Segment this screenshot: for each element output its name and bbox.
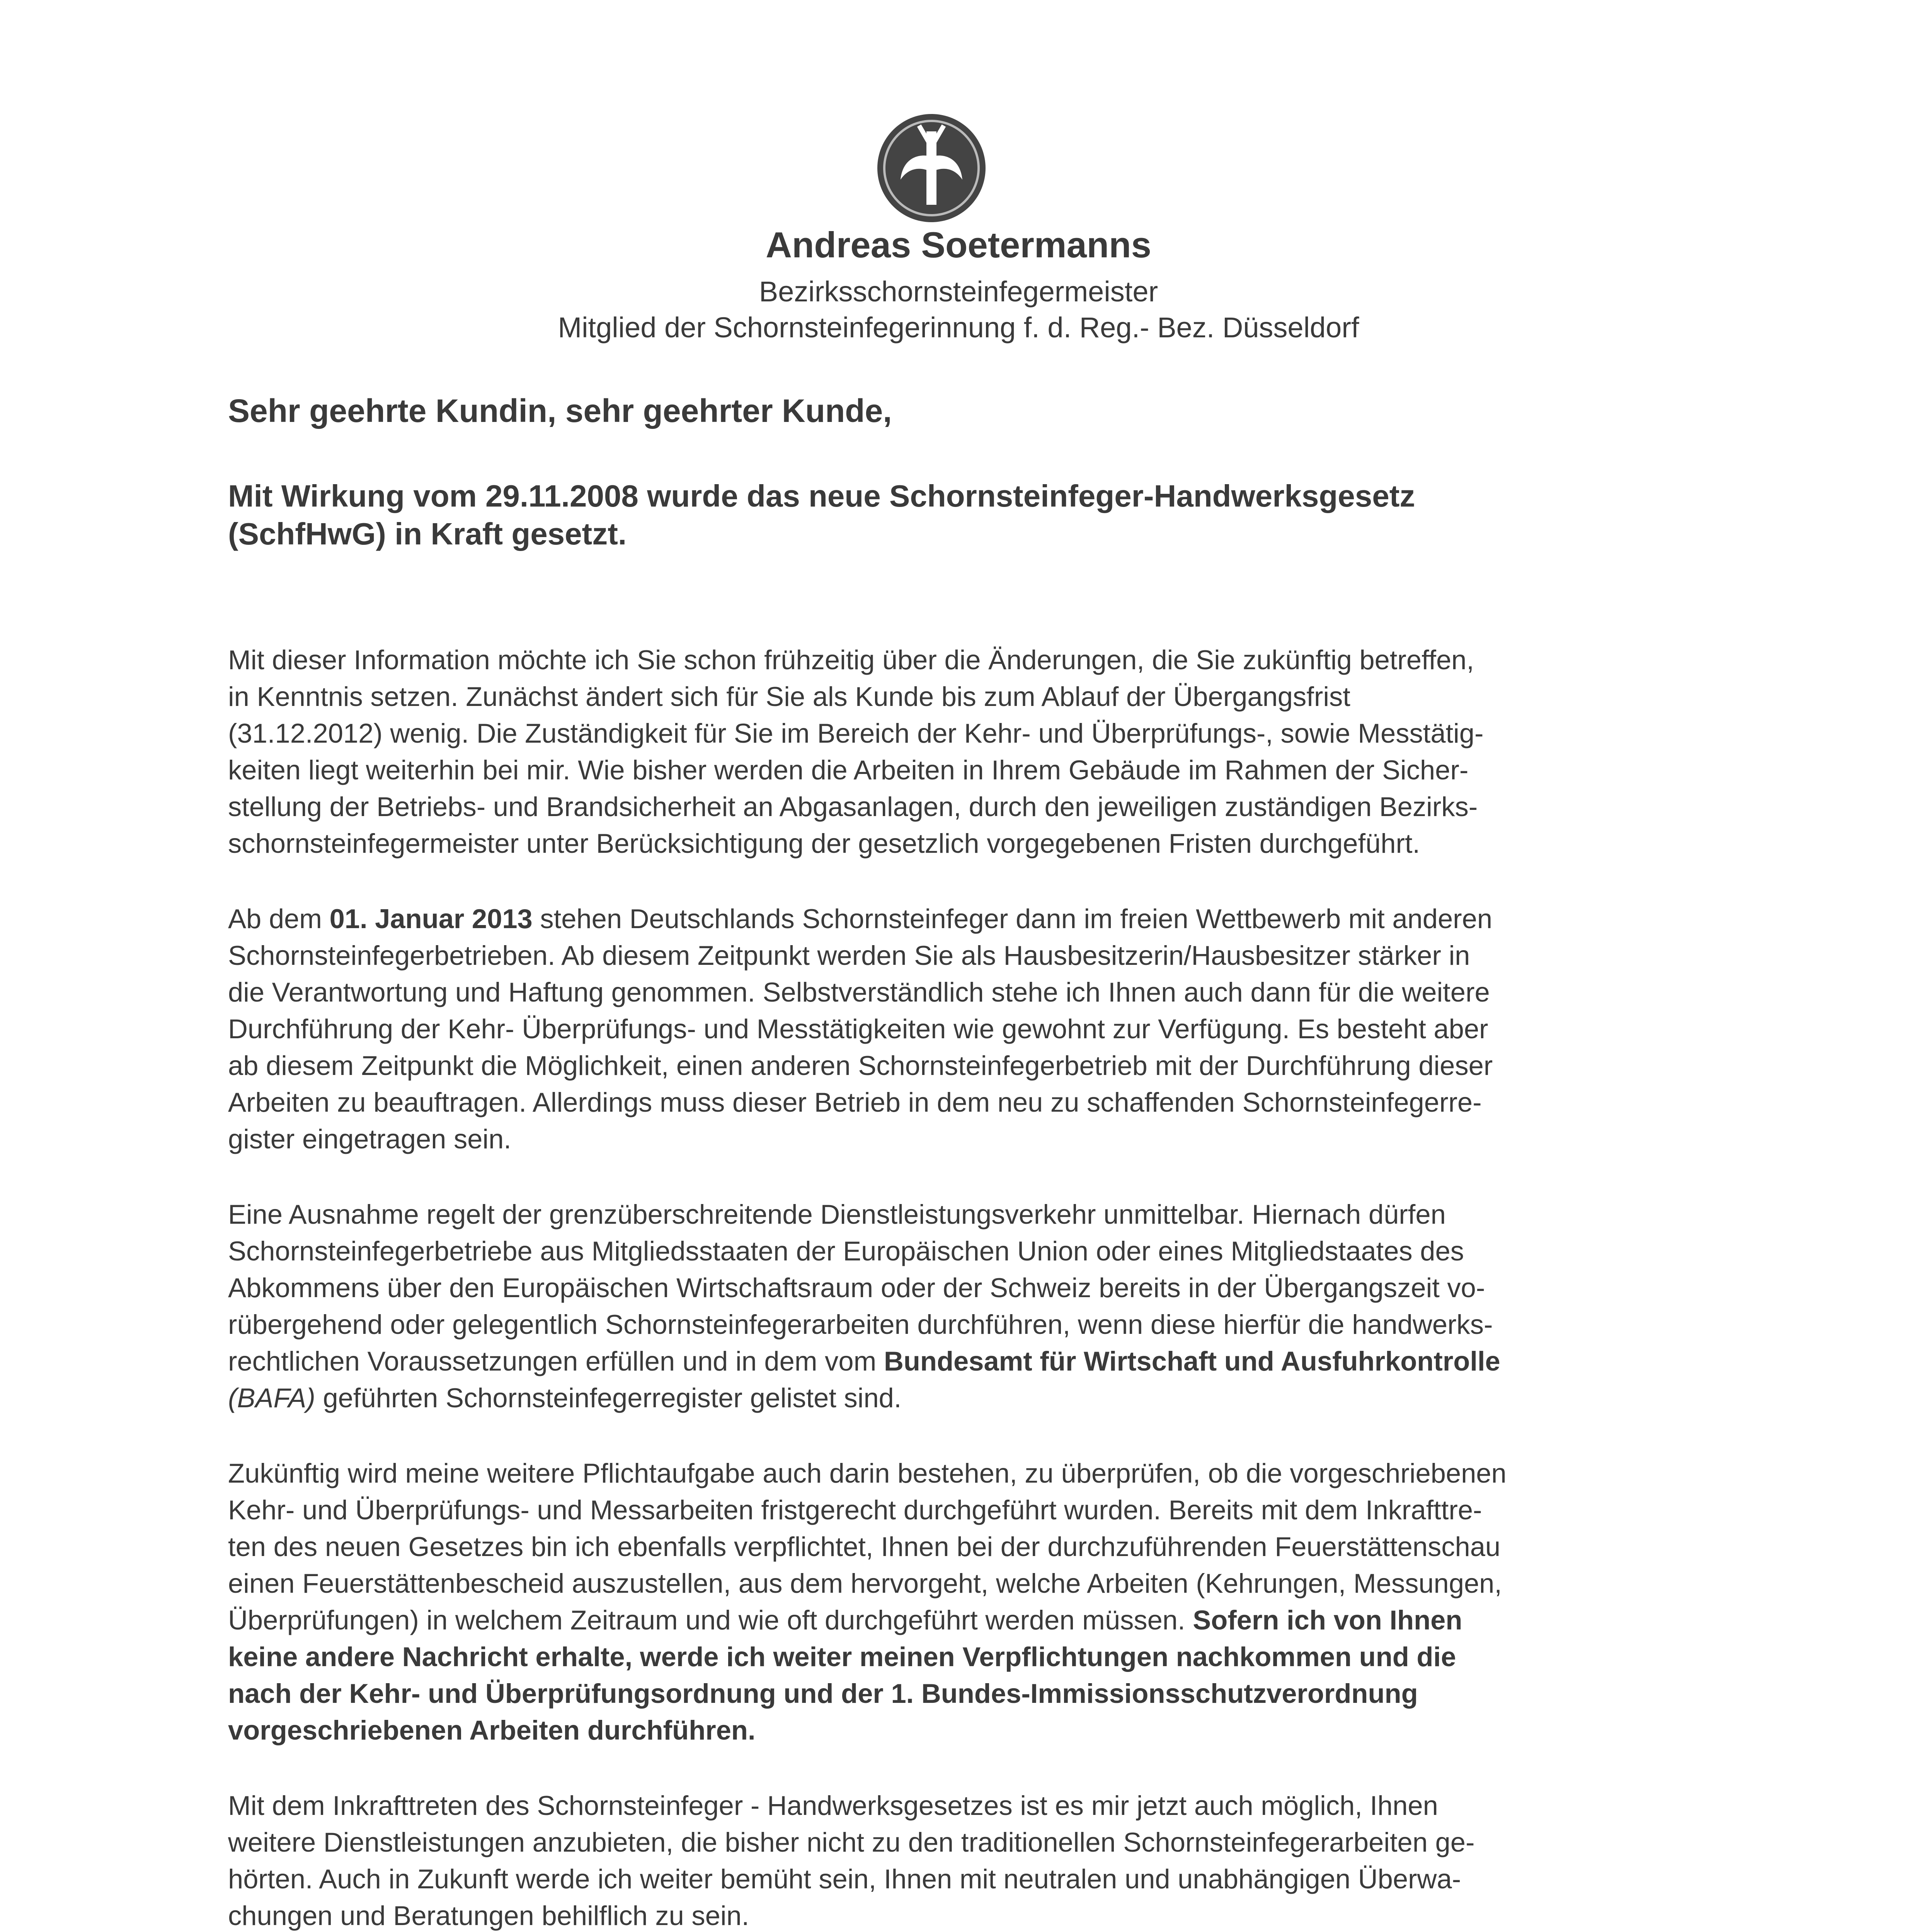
company-membership: Mitglied der Schornsteinfegerinnung f. d. Reg.- Bez. Düsseldorf (558, 311, 1359, 344)
text-line: hörten. Auch in Zukunft werde ich weiter bemüht sein, Ihnen mit neutralen und unabhängigen Überwa- (228, 1864, 1461, 1894)
intro-line: (SchfHwG) in Kraft gesetzt. (228, 517, 627, 551)
bold-run: Sofern ich von Ihnen (1193, 1605, 1462, 1635)
paragraph-1 (228, 641, 1735, 862)
text-line: gister eingetragen sein. (228, 1124, 511, 1154)
text-line: weitere Dienstleistungen anzubieten, die bisher nicht zu den traditionellen Schornsteinfegerarbeiten ge- (228, 1827, 1475, 1857)
text-run: rechtlichen Voraussetzungen erfüllen und in dem vom (228, 1346, 884, 1376)
authority-name: Bundesamt für Wirtschaft und Ausfuhrkontrolle (884, 1346, 1500, 1376)
salutation: Sehr geehrte Kundin, sehr geehrter Kunde, (228, 393, 892, 429)
text-line (228, 1379, 1735, 1416)
text-line: Mit dieser Information möchte ich Sie schon frühzeitig über die Änderungen, die Sie zukünftig betreffen, (228, 645, 1474, 675)
intro-heading (228, 477, 1697, 553)
text-line: schornsteinfegermeister unter Berücksichtigung der gesetzlich vorgegebenen Fristen durchgeführt. (228, 828, 1420, 859)
text-line: ab diesem Zeitpunkt die Möglichkeit, einen anderen Schornsteinfegerbetrieb mit der Durchführung dieser (228, 1050, 1493, 1081)
text-line: rübergehend oder gelegentlich Schornsteinfegerarbeiten durchführen, wenn diese hierfür die handwerks- (228, 1309, 1493, 1340)
text-line: chungen und Beratungen behilflich zu sein. (228, 1900, 749, 1931)
text-line: Durchführung der Kehr- Überprüfungs- und Messtätigkeiten wie gewohnt zur Verfügung. Es besteht aber (228, 1014, 1488, 1044)
text-line (228, 1343, 1735, 1379)
text-run: stehen Deutschlands Schornsteinfeger dann im freien Wettbewerb mit anderen (532, 903, 1493, 934)
text-line: einen Feuerstättenbescheid auszustellen, aus dem hervorgeht, welche Arbeiten (Kehrungen, Messungen, (228, 1568, 1502, 1599)
text-line: keiten liegt weiterhin bei mir. Wie bisher werden die Arbeiten in Ihrem Gebäude im Rahmen der Sicher- (228, 755, 1469, 785)
authority-abbrev: (BAFA) (228, 1383, 315, 1413)
text-run: Ab dem (228, 903, 330, 934)
text-line: (31.12.2012) wenig. Die Zuständigkeit für Sie im Bereich der Kehr- und Überprüfungs-, sowie Messtätig- (228, 718, 1484, 748)
text-run: geführten Schornsteinfegerregister gelistet sind. (315, 1383, 902, 1413)
paragraph-3 (228, 1196, 1735, 1416)
text-line: nach der Kehr- und Überprüfungsordnung und der 1. Bundes-Immissionsschutzverordnung (228, 1678, 1418, 1709)
text-line: Zukünftig wird meine weitere Pflichtaufgabe auch darin bestehen, zu überprüfen, ob die vorgeschriebenen (228, 1458, 1507, 1488)
paragraph-2 (228, 900, 1735, 1157)
text-line: Abkommens über den Europäischen Wirtschaftsraum oder der Schweiz bereits in der Übergangszeit vo- (228, 1272, 1485, 1303)
text-line: ten des neuen Gesetzes bin ich ebenfalls verpflichtet, Ihnen bei der durchzuführenden Feuerstättenschau (228, 1531, 1501, 1562)
text-line: Schornsteinfegerbetriebe aus Mitgliedsstaaten der Europäischen Union oder eines Mitgliedstaates des (228, 1236, 1464, 1266)
text-line: die Verantwortung und Haftung genommen. Selbstverständlich stehe ich Ihnen auch dann für die weitere (228, 977, 1490, 1007)
text-line (228, 900, 1735, 937)
text-line: Kehr- und Überprüfungs- und Messarbeiten fristgerecht durchgeführt wurden. Bereits mit dem Inkrafttre- (228, 1495, 1482, 1525)
text-line: in Kenntnis setzen. Zunächst ändert sich für Sie als Kunde bis zum Ablauf der Übergangsfrist (228, 681, 1350, 712)
company-title: Bezirksschornsteinfegermeister (759, 276, 1158, 308)
text-line: Mit dem Inkrafttreten des Schornsteinfeger - Handwerksgesetzes ist es mir jetzt auch möglich, Ihnen (228, 1790, 1438, 1821)
intro-line: Mit Wirkung vom 29.11.2008 wurde das neue Schornsteinfeger-Handwerksgesetz (228, 479, 1415, 513)
text-line: Eine Ausnahme regelt der grenzüberschreitende Dienstleistungsverkehr unmittelbar. Hiernach dürfen (228, 1199, 1446, 1230)
paragraph-4 (228, 1455, 1735, 1748)
text-line: keine andere Nachricht erhalte, werde ich weiter meinen Verpflichtungen nachkommen und die (228, 1641, 1456, 1672)
text-line: stellung der Betriebs- und Brandsicherheit an Abgasanlagen, durch den jeweiligen zuständigen Bezirks- (228, 791, 1478, 822)
text-line: Arbeiten zu beauftragen. Allerdings muss dieser Betrieb in dem neu zu schaffenden Schornsteinfegerre- (228, 1087, 1482, 1117)
chimney-sweep-guild-logo (873, 110, 989, 226)
company-name: Andreas Soetermanns (766, 224, 1151, 265)
text-line: Schornsteinfegerbetrieben. Ab diesem Zeitpunkt werden Sie als Hausbesitzerin/Hausbesitzer stärker in (228, 940, 1470, 971)
paragraph-5 (228, 1787, 1735, 1932)
text-run: Überprüfungen) in welchem Zeitraum und wie oft durchgeführt werden müssen. (228, 1605, 1193, 1635)
date-emphasis: 01. Januar 2013 (329, 903, 533, 934)
text-line (228, 1602, 1735, 1638)
text-line: vorgeschriebenen Arbeiten durchführen. (228, 1715, 756, 1745)
